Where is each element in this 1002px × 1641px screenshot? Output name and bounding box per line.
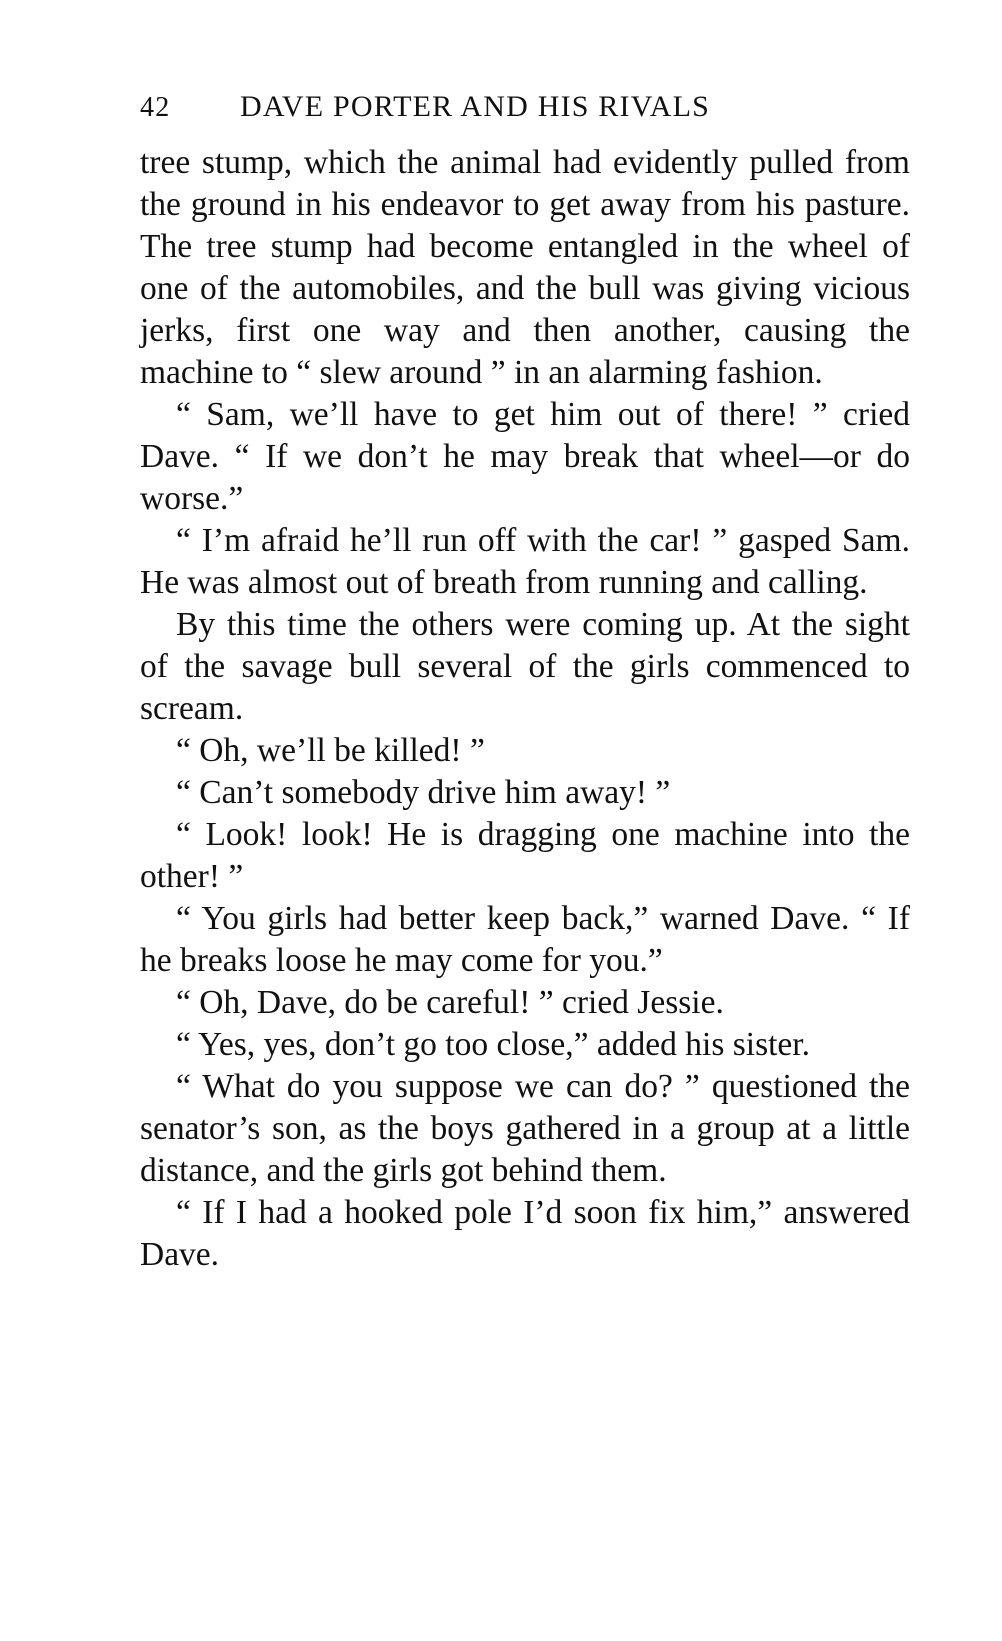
page-number: 42 [140, 92, 171, 123]
running-head: DAVE PORTER AND HIS RIVALS [240, 90, 711, 123]
body-text [140, 142, 910, 1276]
paragraph: “ Look! look! He is dragging one machine into the other! ” [140, 816, 910, 895]
paragraph: “ Sam, we’ll have to get him out of there! ” cried Dave. “ If we don’t he may break that wheel—or do worse.” [140, 396, 910, 517]
paragraph: “ Can’t somebody drive him away! ” [176, 774, 671, 811]
paragraph: tree stump, which the animal had evidently pulled from the ground in his endeavor to get away from his pasture. The tree stump had become entangled in the wheel of one of the automobiles, and the bull was giving vicious jerks, first one way and then another, causing the machine to “ slew around ” in an alarming fashion. [140, 144, 910, 391]
paragraph: “ What do you suppose we can do? ” questioned the senator’s son, as the boys gathered in a group at a little distance, and the girls got behind them. [140, 1068, 910, 1189]
paragraph: “ Yes, yes, don’t go too close,” added his sister. [176, 1026, 810, 1063]
paragraph: By this time the others were coming up. At the sight of the savage bull several of the girls commenced to scream. [140, 606, 910, 727]
paragraph: “ You girls had better keep back,” warned Dave. “ If he breaks loose he may come for you.” [140, 900, 910, 979]
paragraph: “ If I had a hooked pole I’d soon fix him,” answered Dave. [140, 1194, 910, 1273]
book-page [140, 90, 910, 1276]
page-header [140, 90, 910, 142]
paragraph: “ Oh, Dave, do be careful! ” cried Jessie. [176, 984, 724, 1021]
paragraph: “ I’m afraid he’ll run off with the car! ” gasped Sam. He was almost out of breath from running and calling. [140, 522, 910, 601]
paragraph: “ Oh, we’ll be killed! ” [176, 732, 485, 769]
